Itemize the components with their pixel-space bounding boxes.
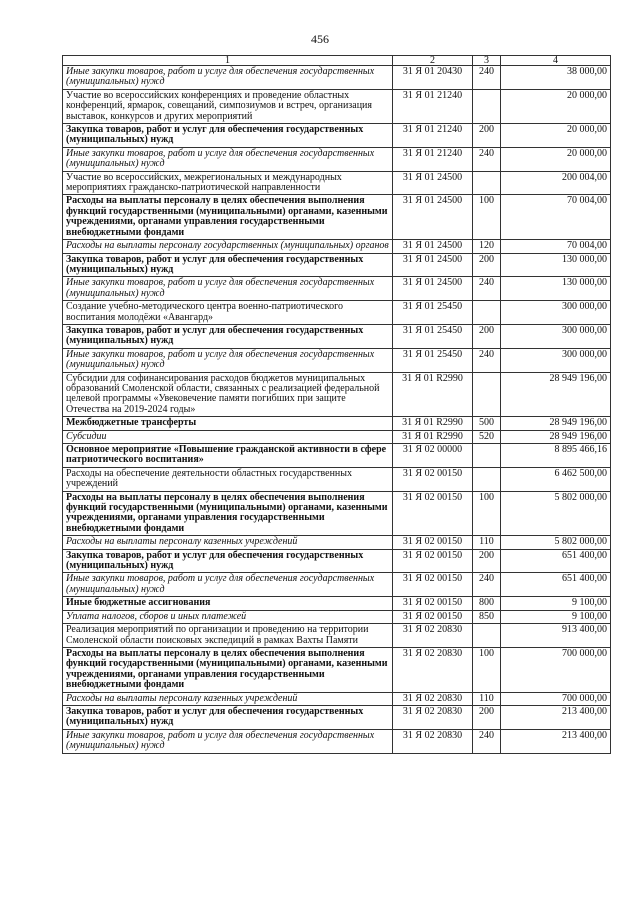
row-name-cell: Иные закупки товаров, работ и услуг для обеспечения государственных (муниципальных) нужд	[63, 277, 393, 301]
row-code-cell: 31 Я 02 00150	[393, 610, 473, 623]
row-name-cell: Закупка товаров, работ и услуг для обеспечения государственных (муниципальных) нужд	[63, 705, 393, 729]
row-name-cell: Субсидии	[63, 430, 393, 443]
row-amount-cell: 20 000,00	[501, 147, 611, 171]
row-amount-cell: 300 000,00	[501, 348, 611, 372]
row-code-cell: 31 Я 01 25450	[393, 301, 473, 325]
row-amount-cell: 5 802 000,00	[501, 491, 611, 536]
row-amount-cell: 38 000,00	[501, 66, 611, 90]
row-type-cell: 200	[473, 253, 501, 277]
row-code-cell: 31 Я 02 00150	[393, 597, 473, 610]
header-col-name: 1	[63, 56, 393, 66]
table-row	[63, 66, 611, 90]
table-row	[63, 624, 611, 648]
row-name-cell: Иные бюджетные ассигнования	[63, 597, 393, 610]
row-name-cell: Закупка товаров, работ и услуг для обеспечения государственных (муниципальных) нужд	[63, 324, 393, 348]
row-code-cell: 31 Я 02 00000	[393, 444, 473, 468]
table-row	[63, 89, 611, 123]
table-row	[63, 417, 611, 430]
row-name-cell: Расходы на обеспечение деятельности областных государственных учреждений	[63, 467, 393, 491]
table-row	[63, 348, 611, 372]
table-row	[63, 430, 611, 443]
row-type-cell	[473, 624, 501, 648]
row-amount-cell: 28 949 196,00	[501, 430, 611, 443]
row-code-cell: 31 Я 02 00150	[393, 573, 473, 597]
table-row	[63, 729, 611, 753]
table-row	[63, 536, 611, 549]
row-type-cell	[473, 444, 501, 468]
row-code-cell: 31 Я 01 R2990	[393, 372, 473, 417]
row-code-cell: 31 Я 01 21240	[393, 89, 473, 123]
row-amount-cell: 130 000,00	[501, 277, 611, 301]
row-type-cell: 200	[473, 124, 501, 148]
row-type-cell	[473, 89, 501, 123]
table-row	[63, 597, 611, 610]
row-type-cell: 100	[473, 647, 501, 692]
page-number: 456	[311, 32, 329, 46]
row-amount-cell: 130 000,00	[501, 253, 611, 277]
row-amount-cell: 28 949 196,00	[501, 417, 611, 430]
row-type-cell	[473, 171, 501, 195]
row-amount-cell: 651 400,00	[501, 573, 611, 597]
budget-table	[62, 55, 611, 754]
row-name-cell: Расходы на выплаты персоналу казенных учреждений	[63, 692, 393, 705]
row-name-cell: Расходы на выплаты персоналу в целях обеспечения выполнения функций государственными (муниципальными) органами, казенными учреждениями, органами управления государственными внебюджетными фондами	[63, 195, 393, 240]
row-type-cell: 240	[473, 348, 501, 372]
row-type-cell: 240	[473, 573, 501, 597]
row-name-cell: Иные закупки товаров, работ и услуг для обеспечения государственных (муниципальных) нужд	[63, 66, 393, 90]
row-type-cell: 520	[473, 430, 501, 443]
row-name-cell: Иные закупки товаров, работ и услуг для обеспечения государственных (муниципальных) нужд	[63, 729, 393, 753]
row-amount-cell: 213 400,00	[501, 705, 611, 729]
table-row	[63, 444, 611, 468]
row-name-cell: Закупка товаров, работ и услуг для обеспечения государственных (муниципальных) нужд	[63, 124, 393, 148]
table-body	[63, 66, 611, 754]
row-amount-cell: 300 000,00	[501, 324, 611, 348]
row-name-cell: Иные закупки товаров, работ и услуг для обеспечения государственных (муниципальных) нужд	[63, 147, 393, 171]
row-name-cell: Основное мероприятие «Повышение гражданской активности в сфере патриотического воспитания»	[63, 444, 393, 468]
row-amount-cell: 28 949 196,00	[501, 372, 611, 417]
table-row	[63, 692, 611, 705]
table-row	[63, 647, 611, 692]
table-row	[63, 705, 611, 729]
row-code-cell: 31 Я 02 00150	[393, 549, 473, 573]
table-row	[63, 467, 611, 491]
row-code-cell: 31 Я 01 20430	[393, 66, 473, 90]
row-amount-cell: 20 000,00	[501, 89, 611, 123]
row-code-cell: 31 Я 01 25450	[393, 324, 473, 348]
row-amount-cell: 651 400,00	[501, 549, 611, 573]
row-code-cell: 31 Я 02 00150	[393, 491, 473, 536]
row-name-cell: Закупка товаров, работ и услуг для обеспечения государственных (муниципальных) нужд	[63, 549, 393, 573]
row-code-cell: 31 Я 01 24500	[393, 171, 473, 195]
row-type-cell: 100	[473, 491, 501, 536]
row-code-cell: 31 Я 01 24500	[393, 195, 473, 240]
row-code-cell: 31 Я 01 25450	[393, 348, 473, 372]
table-row	[63, 491, 611, 536]
row-name-cell: Иные закупки товаров, работ и услуг для обеспечения государственных (муниципальных) нужд	[63, 573, 393, 597]
row-amount-cell: 20 000,00	[501, 124, 611, 148]
row-type-cell: 120	[473, 240, 501, 253]
row-type-cell: 110	[473, 536, 501, 549]
row-type-cell: 200	[473, 549, 501, 573]
row-name-cell: Расходы на выплаты персоналу государственных (муниципальных) органов	[63, 240, 393, 253]
row-amount-cell: 70 004,00	[501, 195, 611, 240]
row-type-cell: 200	[473, 324, 501, 348]
table-row	[63, 277, 611, 301]
row-amount-cell: 9 100,00	[501, 610, 611, 623]
row-code-cell: 31 Я 01 24500	[393, 240, 473, 253]
row-amount-cell: 9 100,00	[501, 597, 611, 610]
row-name-cell: Участие во всероссийских, межрегиональных и международных мероприятиях гражданско-патриотической направленности	[63, 171, 393, 195]
row-name-cell: Создание учебно-методического центра военно-патриотического воспитания молодёжи «Авангард»	[63, 301, 393, 325]
row-code-cell: 31 Я 01 24500	[393, 277, 473, 301]
row-amount-cell: 200 004,00	[501, 171, 611, 195]
row-code-cell: 31 Я 01 R2990	[393, 417, 473, 430]
table-row	[63, 253, 611, 277]
table-header	[63, 56, 611, 66]
row-name-cell: Межбюджетные трансферты	[63, 417, 393, 430]
row-code-cell: 31 Я 02 20830	[393, 705, 473, 729]
row-code-cell: 31 Я 01 21240	[393, 147, 473, 171]
row-amount-cell: 700 000,00	[501, 692, 611, 705]
row-type-cell	[473, 467, 501, 491]
row-amount-cell: 5 802 000,00	[501, 536, 611, 549]
row-type-cell: 240	[473, 729, 501, 753]
row-amount-cell: 6 462 500,00	[501, 467, 611, 491]
table-row	[63, 549, 611, 573]
row-code-cell: 31 Я 02 20830	[393, 624, 473, 648]
row-name-cell: Субсидии для софинансирования расходов бюджетов муниципальных образований Смоленской области, связанных с реализацией федеральной целевой программы «Увековечение памяти погибших при защите Отечества на 2019-2024 годы»	[63, 372, 393, 417]
row-code-cell: 31 Я 01 R2990	[393, 430, 473, 443]
table-row	[63, 240, 611, 253]
table-row	[63, 573, 611, 597]
row-type-cell: 800	[473, 597, 501, 610]
row-name-cell: Расходы на выплаты персоналу в целях обеспечения выполнения функций государственными (муниципальными) органами, казенными учреждениями, органами управления государственными внебюджетными фондами	[63, 491, 393, 536]
row-name-cell: Участие во всероссийских конференциях и проведение областных конференций, ярмарок, совещаний, симпозиумов и встреч, организация выставок, конкурсов и других мероприятий	[63, 89, 393, 123]
row-amount-cell: 213 400,00	[501, 729, 611, 753]
row-amount-cell: 300 000,00	[501, 301, 611, 325]
row-type-cell: 110	[473, 692, 501, 705]
row-type-cell: 240	[473, 277, 501, 301]
row-type-cell	[473, 372, 501, 417]
header-col-amount: 4	[501, 56, 611, 66]
row-code-cell: 31 Я 01 21240	[393, 124, 473, 148]
header-col-code: 2	[393, 56, 473, 66]
table-row	[63, 147, 611, 171]
row-name-cell: Расходы на выплаты персоналу в целях обеспечения выполнения функций государственными (муниципальными) органами, казенными учреждениями, органами управления государственными внебюджетными фондами	[63, 647, 393, 692]
row-type-cell: 500	[473, 417, 501, 430]
row-code-cell: 31 Я 02 20830	[393, 729, 473, 753]
header-col-type: 3	[473, 56, 501, 66]
table-row	[63, 124, 611, 148]
row-code-cell: 31 Я 02 20830	[393, 692, 473, 705]
table-row	[63, 372, 611, 417]
row-code-cell: 31 Я 01 24500	[393, 253, 473, 277]
row-amount-cell: 913 400,00	[501, 624, 611, 648]
table-row	[63, 324, 611, 348]
row-name-cell: Реализация мероприятий по организации и проведению на территории Смоленской области поисковых экспедиций в рамках Вахты Памяти	[63, 624, 393, 648]
row-amount-cell: 8 895 466,16	[501, 444, 611, 468]
row-code-cell: 31 Я 02 00150	[393, 467, 473, 491]
row-type-cell	[473, 301, 501, 325]
row-code-cell: 31 Я 02 20830	[393, 647, 473, 692]
table-row	[63, 171, 611, 195]
row-type-cell: 240	[473, 147, 501, 171]
row-type-cell: 850	[473, 610, 501, 623]
row-name-cell: Расходы на выплаты персоналу казенных учреждений	[63, 536, 393, 549]
row-code-cell: 31 Я 02 00150	[393, 536, 473, 549]
header-row	[63, 56, 611, 66]
table-row	[63, 301, 611, 325]
row-type-cell: 240	[473, 66, 501, 90]
row-type-cell: 100	[473, 195, 501, 240]
row-type-cell: 200	[473, 705, 501, 729]
table-row	[63, 610, 611, 623]
table-row	[63, 195, 611, 240]
row-amount-cell: 700 000,00	[501, 647, 611, 692]
row-amount-cell: 70 004,00	[501, 240, 611, 253]
row-name-cell: Иные закупки товаров, работ и услуг для обеспечения государственных (муниципальных) нужд	[63, 348, 393, 372]
row-name-cell: Уплата налогов, сборов и иных платежей	[63, 610, 393, 623]
row-name-cell: Закупка товаров, работ и услуг для обеспечения государственных (муниципальных) нужд	[63, 253, 393, 277]
